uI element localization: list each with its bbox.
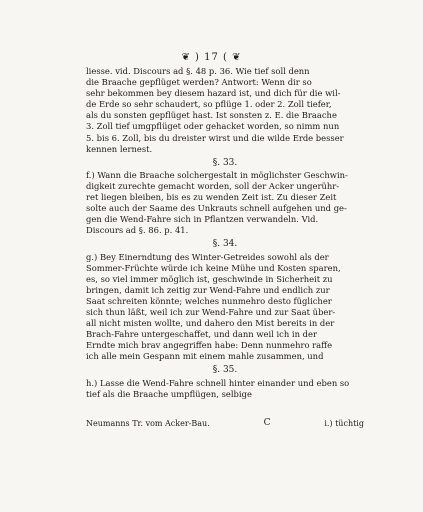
text-line: bringen, damit ich zeitig zur Wend-Fahre und endlich zur — [86, 284, 330, 295]
text-line: ich alle mein Gespann mit einem mahle zusammen, und — [86, 351, 324, 362]
text-line: solte auch der Saame des Unkrauts schnell aufgehen und ge- — [86, 203, 347, 214]
text-line: kennen lernest. — [86, 143, 153, 154]
text-line: 3. Zoll tief umgpflüget oder gehacket worden, so nimm nun — [86, 121, 340, 132]
page-header: ❦ ) 17 ( ❦ — [181, 52, 242, 63]
text-line: Sommer-Früchte würde ich keine Mühe und Kosten sparen, — [86, 262, 341, 273]
section-heading: §. 34. — [212, 239, 238, 250]
text-line: all nicht misten wollte, und dahero den Mist bereits in der — [86, 318, 335, 329]
text-line: h.) Lasse die Wend-Fahre schnell hinter einander und eben so — [86, 377, 350, 388]
text-line: de Erde so sehr schaudert, so pflüge 1. oder 2. Zoll tiefer, — [86, 99, 332, 110]
text-paragraph — [86, 170, 364, 237]
text-line: g.) Bey Einerndtung des Winter-Getreides sowohl als der — [86, 251, 329, 262]
text-line: die Braache gepflüget werden? Antwort: Wenn dir so — [86, 77, 312, 88]
text-paragraph — [86, 378, 364, 400]
text-line: gen die Wend-Fahre sich in Pflantzen verwandeln. Vid. — [86, 214, 319, 225]
text-line: Erndte mich brav angegriffen habe: Denn nunmehro raffe — [86, 340, 333, 351]
text-line: sich thun läßt, weil ich zur Wend-Fahre und zur Saat über- — [86, 306, 336, 317]
text-line: Brach-Fahre untergeschaffet, und dann weil ich in der — [86, 329, 317, 340]
text-line: sehr bekommen bey diesem hazard ist, und dich für die wil- — [86, 88, 341, 99]
text-line: Saat schreiten könnte; welches nunmehro desto füglicher — [86, 295, 332, 306]
text-line: 5. bis 6. Zoll, bis du dreister wirst und die wilde Erde besser — [86, 132, 344, 143]
text-line: Discours ad §. 86. p. 41. — [86, 225, 189, 236]
footer-title: Neumanns Tr. vom Acker-Bau. — [86, 418, 210, 428]
text-line: tief als die Braache umpflügen, selbige — [86, 388, 252, 399]
text-paragraph — [86, 66, 364, 155]
text-line: f.) Wann die Braache solchergestalt in möglichster Geschwin- — [86, 169, 348, 180]
page-body — [86, 66, 364, 400]
text-line: digkeit zurechte gemacht worden, soll der Acker ungerühr- — [86, 180, 340, 191]
page-footer — [86, 418, 364, 428]
section-heading: §. 33. — [212, 157, 238, 168]
catchword: i.) tüchtig — [324, 418, 364, 428]
text-line: es, so viel immer möglich ist, geschwinde in Sicherheit zu — [86, 273, 333, 284]
text-line: ret liegen bleiben, bis es zu wenden Zeit ist. Zu dieser Zeit — [86, 192, 337, 203]
text-line: als du sonsten gepflüget hast. Ist sonsten z. E. die Braache — [86, 110, 337, 121]
signature-mark: C — [263, 418, 271, 428]
section-heading: §. 35. — [212, 365, 238, 376]
text-paragraph — [86, 252, 364, 363]
text-line: liesse. vid. Discours ad §. 48 p. 36. Wie tief soll denn — [86, 66, 310, 76]
